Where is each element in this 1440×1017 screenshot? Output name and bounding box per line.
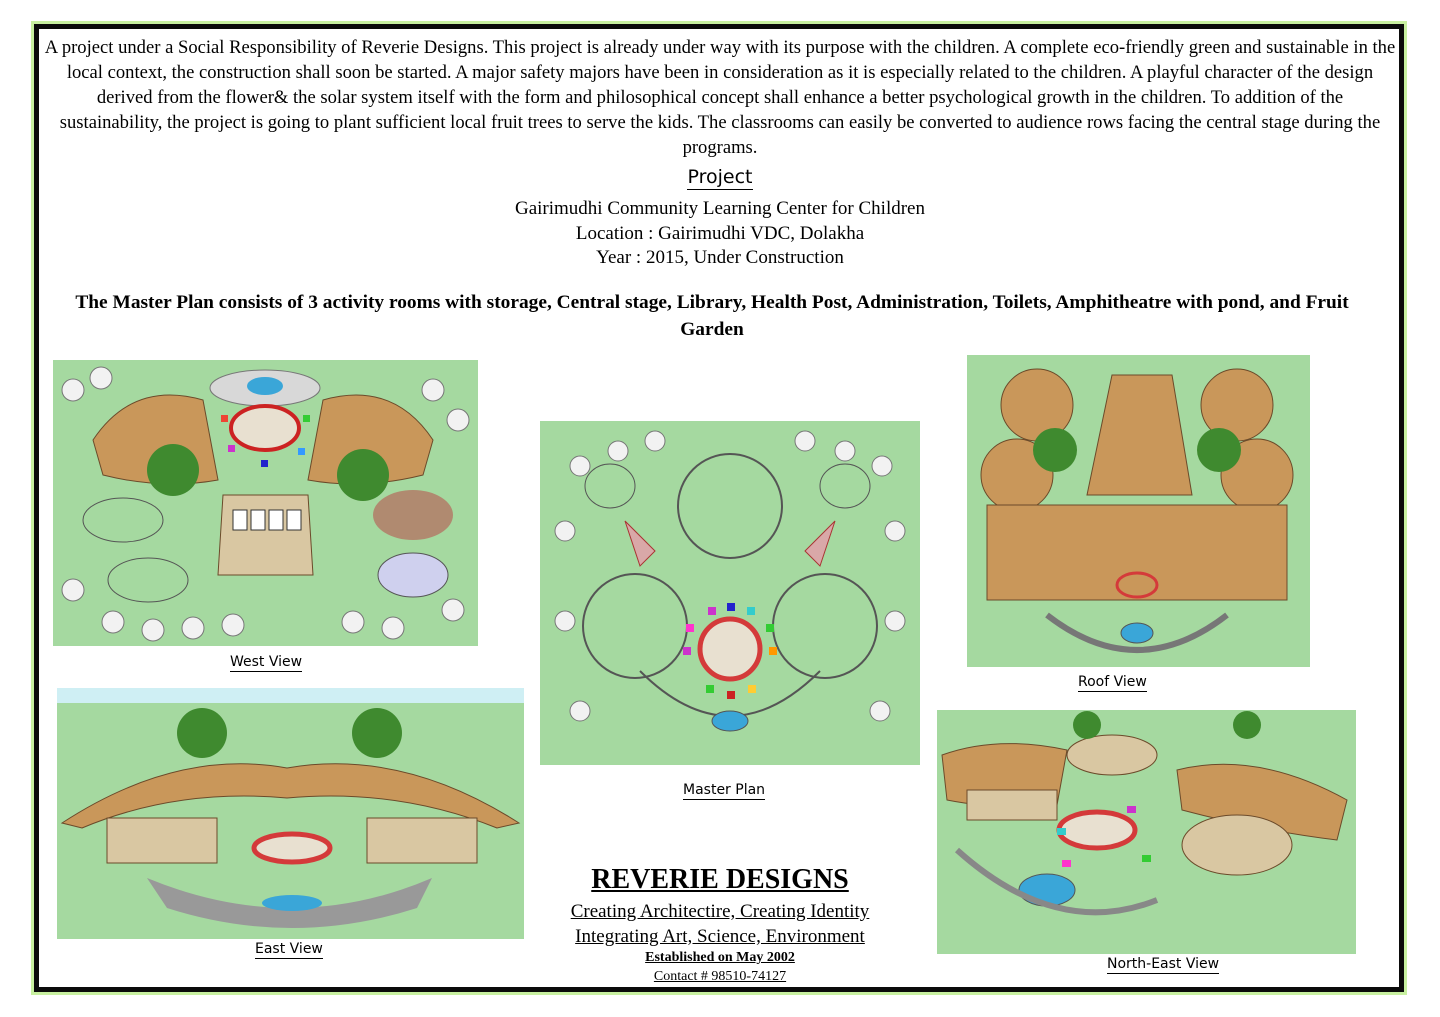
brand-name: REVERIE DESIGNS bbox=[591, 864, 849, 895]
west-view-caption: West View bbox=[230, 654, 303, 670]
east-view-caption: East View bbox=[255, 941, 323, 957]
master-plan-caption: Master Plan bbox=[683, 782, 766, 798]
west-view-image bbox=[53, 360, 478, 646]
brand-tagline-1: Creating Architectire, Creating Identity bbox=[570, 901, 870, 922]
brand-tagline-2: Integrating Art, Science, Environment bbox=[575, 926, 865, 947]
project-name: Gairimudhi Community Learning Center for Children bbox=[514, 198, 925, 219]
brand-contact: Contact # 98510-74127 bbox=[653, 969, 787, 984]
roof-view-caption: Roof View bbox=[1078, 674, 1147, 690]
project-year: Year : 2015, Under Construction bbox=[596, 247, 844, 268]
project-heading-wrap bbox=[0, 166, 1440, 188]
master-plan-image bbox=[540, 421, 920, 765]
brand-established: Established on May 2002 bbox=[645, 950, 795, 965]
roof-view-image bbox=[967, 355, 1310, 667]
north-east-view-caption: North-East View bbox=[1107, 956, 1220, 972]
project-heading: Project bbox=[687, 166, 753, 188]
master-plan-description: The Master Plan consists of 3 activity rooms with storage, Central stage, Library, Health Post, Administration, Toilets, Amphitheatre with pond, and Fruit Garden bbox=[75, 292, 1349, 340]
project-location: Location : Gairimudhi VDC, Dolakha bbox=[575, 223, 865, 244]
intro-paragraph: A project under a Social Responsibility of Reverie Designs. This project is already under way with its purpose with the children. A complete eco-friendly green and sustainable in the local context, the construction shall soon be started. A major safety majors have been in consideration as it is especially related to the children. A playful character of the design derived from the flower& the solar system itself with the form and philosophical concept shall enhance a better psychological growth in the children. To addition of the sustainability, the project is going to plant sufficient local fruit trees to serve the kids. The classrooms can easily be converted to audience rows facing the central stage during the programs. bbox=[44, 37, 1396, 158]
